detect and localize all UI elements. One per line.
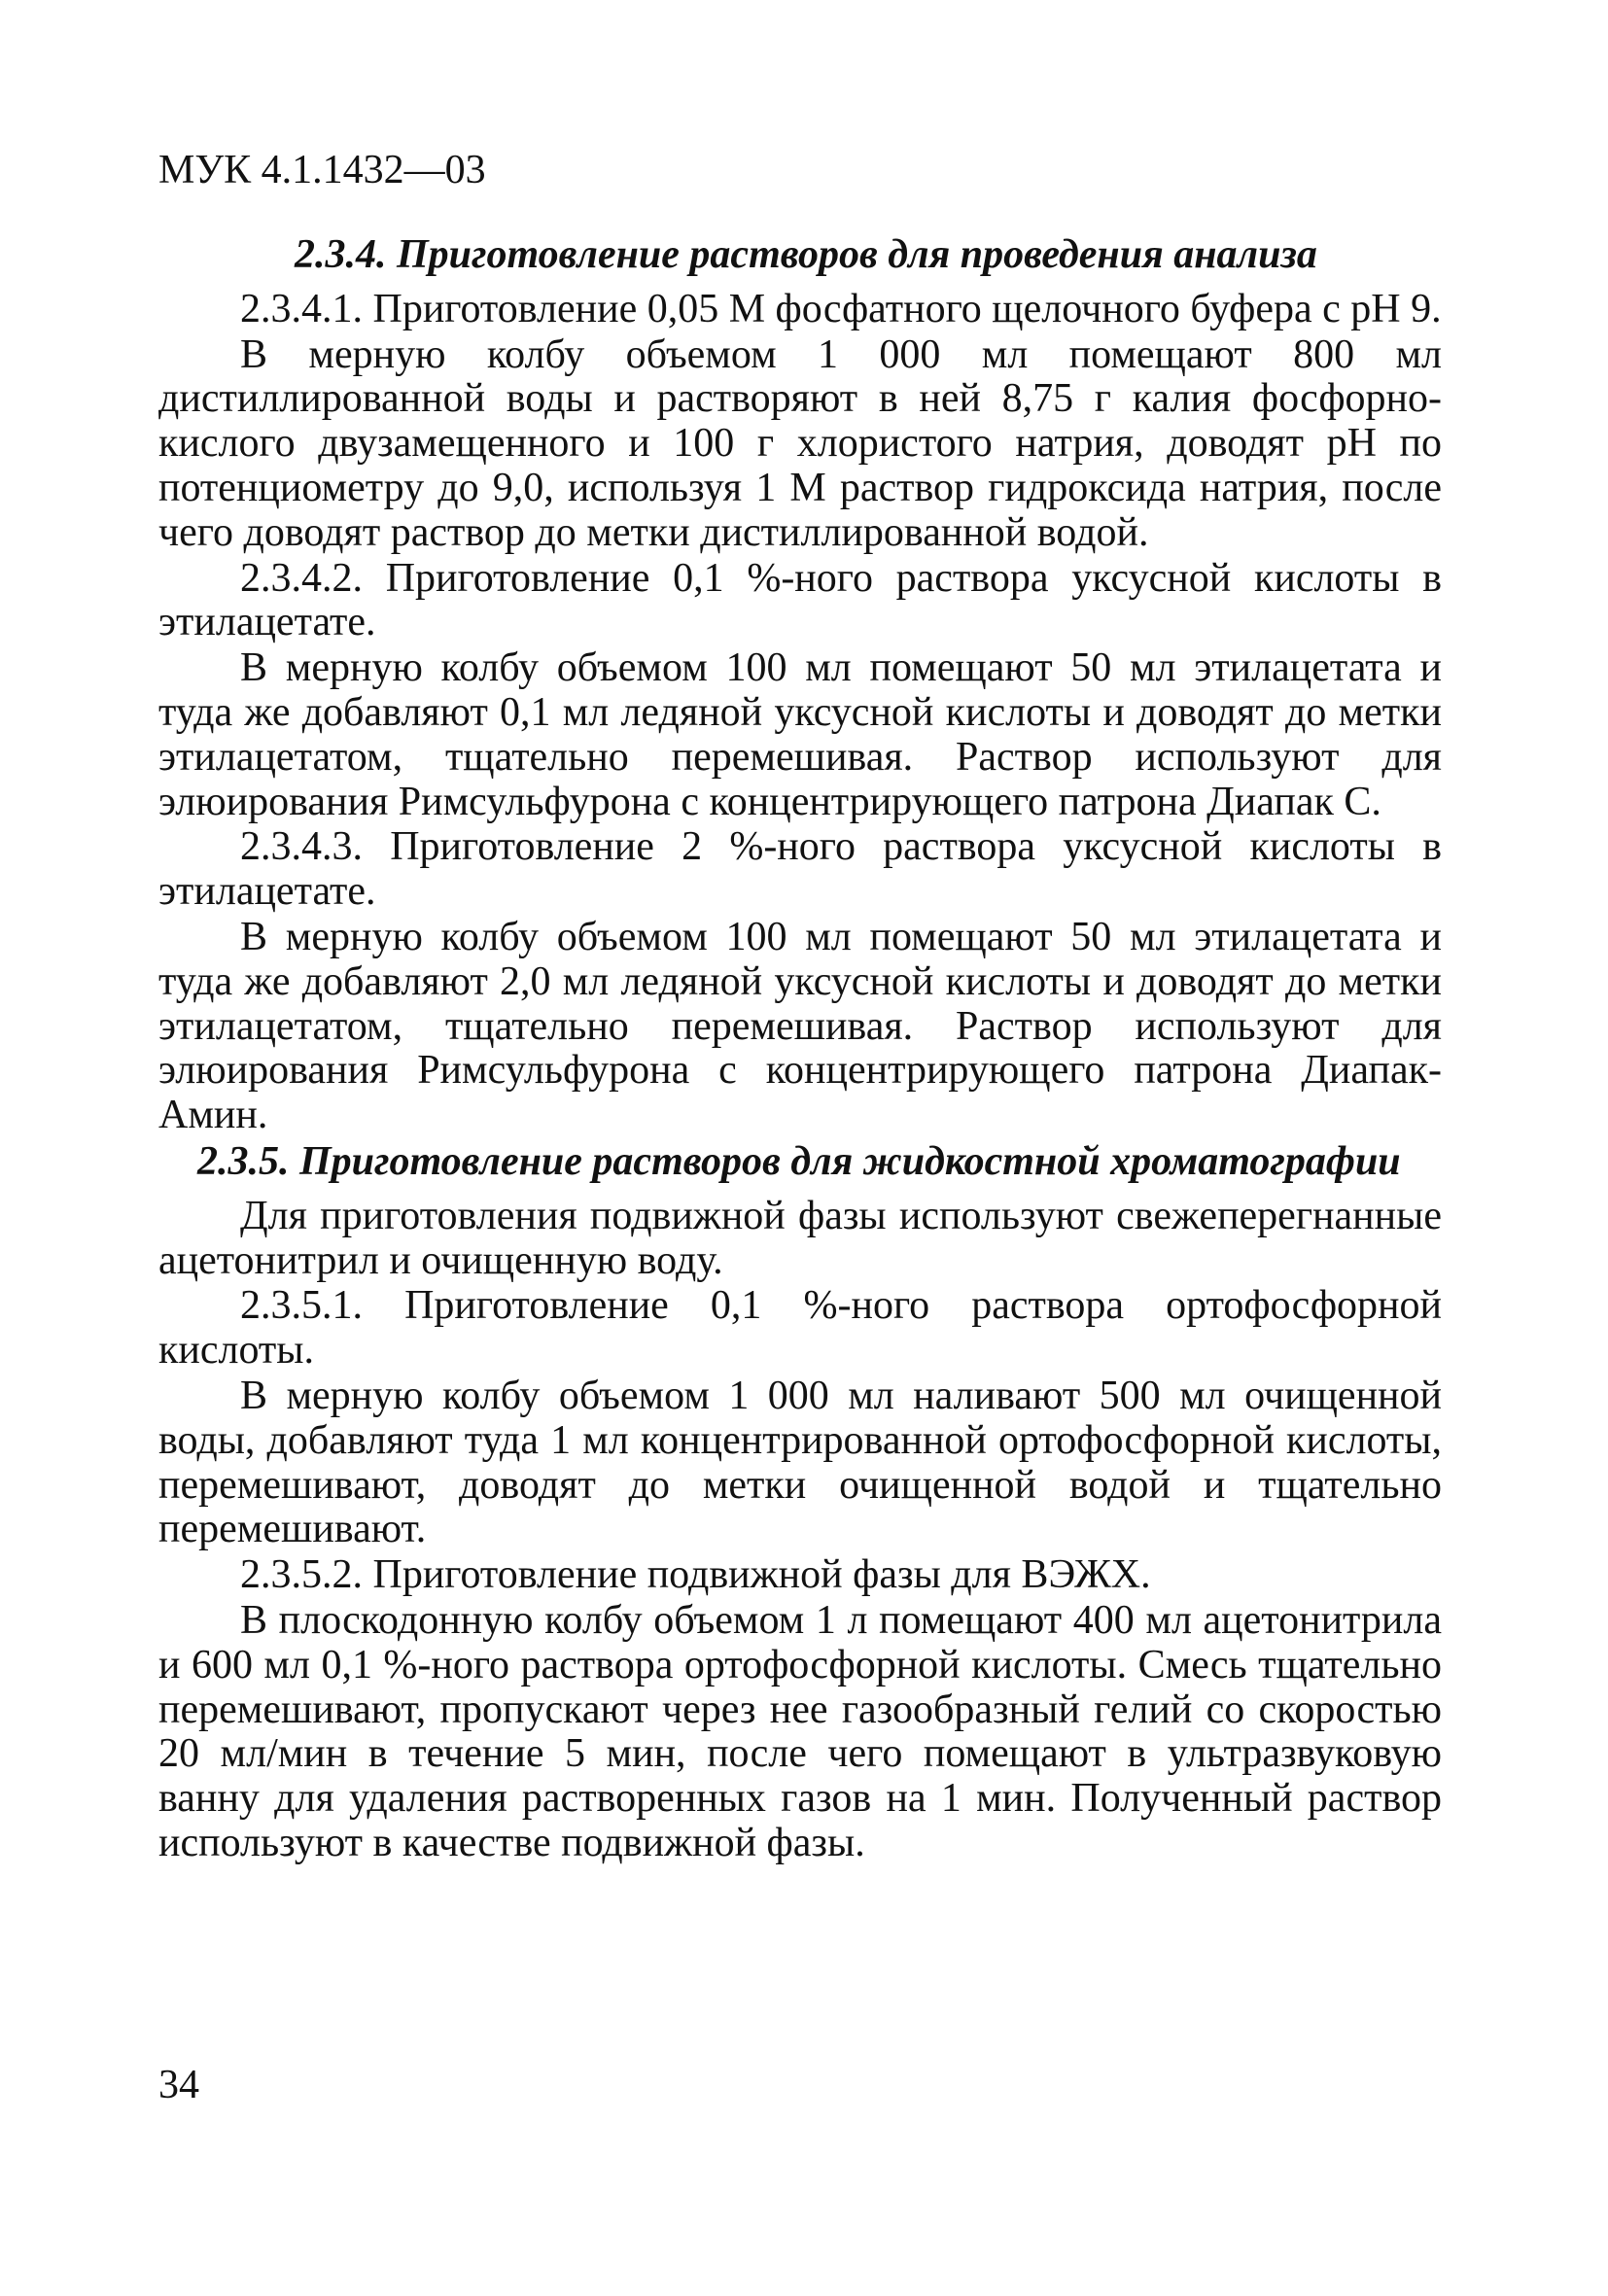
page-number: 34 (158, 2063, 199, 2107)
paragraph-2-3-4-3: В мерную колбу объемом 100 мл помещают 50 мл этилацетата и туда же добавляют 2,0 мл ледяной уксусной кислоты и доводят до метки этилацетатом, тщательно перемешивая. Раствор используют для элюирования Римсульфурона с концентрирующего патрона Диапак-Амин. (158, 914, 1442, 1138)
subsection-title-2-3-4-3: 2.3.4.3. Приготовление 2 %-ного раствора уксусной кислоты в этилацетате. (158, 824, 1442, 915)
paragraph-2-3-4-1: В мерную колбу объемом 1 000 мл помещают 800 мл дистиллированной воды и растворяют в ней 8,75 г калия фосфорно-кислого двузамещенного и 100 г хлористого натрия, доводят pH по потенциометру до 9,0, используя 1 М раствор гидроксида натрия, после чего доводят раствор до метки дистиллированной водой. (158, 331, 1442, 555)
document-code-header: МУК 4.1.1432—03 (158, 148, 486, 192)
subsection-title-2-3-4-2: 2.3.4.2. Приготовление 0,1 %-ного раствора уксусной кислоты в этилацетате. (158, 555, 1442, 645)
subsection-title-2-3-5-1: 2.3.5.1. Приготовление 0,1 %-ного раствора ортофосфорной кислоты. (158, 1283, 1442, 1374)
subsection-title-2-3-4-1: 2.3.4.1. Приготовление 0,05 М фосфатного щелочного буфера с pH 9. (240, 286, 1442, 331)
subsection-title-2-3-5-2: 2.3.5.2. Приготовление подвижной фазы для ВЭЖХ. (240, 1552, 1151, 1598)
document-body (158, 233, 1442, 1867)
paragraph-2-3-5-1: В мерную колбу объемом 1 000 мл наливают 500 мл очищенной воды, добавляют туда 1 мл концентрированной ортофосфорной кислоты, перемешивают, доводят до метки очищенной водой и тщательно перемешивают. (158, 1373, 1442, 1552)
paragraph-2-3-4-2: В мерную колбу объемом 100 мл помещают 50 мл этилацетата и туда же добавляют 0,1 мл ледяной уксусной кислоты и доводят до метки этилацетатом, тщательно перемешивая. Раствор используют для элюирования Римсульфурона с концентрирующего патрона Диапак С. (158, 645, 1442, 824)
paragraph-2-3-5-2: В плоскодонную колбу объемом 1 л помещают 400 мл ацетонитрила и 600 мл 0,1 %-ного раствора ортофосфорной кислоты. Смесь тщательно перемешивают, пропускают через нее газообразный гелий со скоростью 20 мл/мин в течение 5 мин, после чего помещают в ультразвуковую ванну для удаления растворенных газов на 1 мин. Полученный раствор используют в качестве подвижной фазы. (158, 1597, 1442, 1865)
section-heading-2-3-4: 2.3.4. Приготовление растворов для проведения анализа (295, 232, 1317, 277)
paragraph-2-3-5: Для приготовления подвижной фазы используют свежеперегнанные ацетонитрил и очищенную воду. (158, 1193, 1442, 1283)
section-heading-2-3-5: 2.3.5. Приготовление растворов для жидкостной хроматографии (197, 1138, 1401, 1184)
